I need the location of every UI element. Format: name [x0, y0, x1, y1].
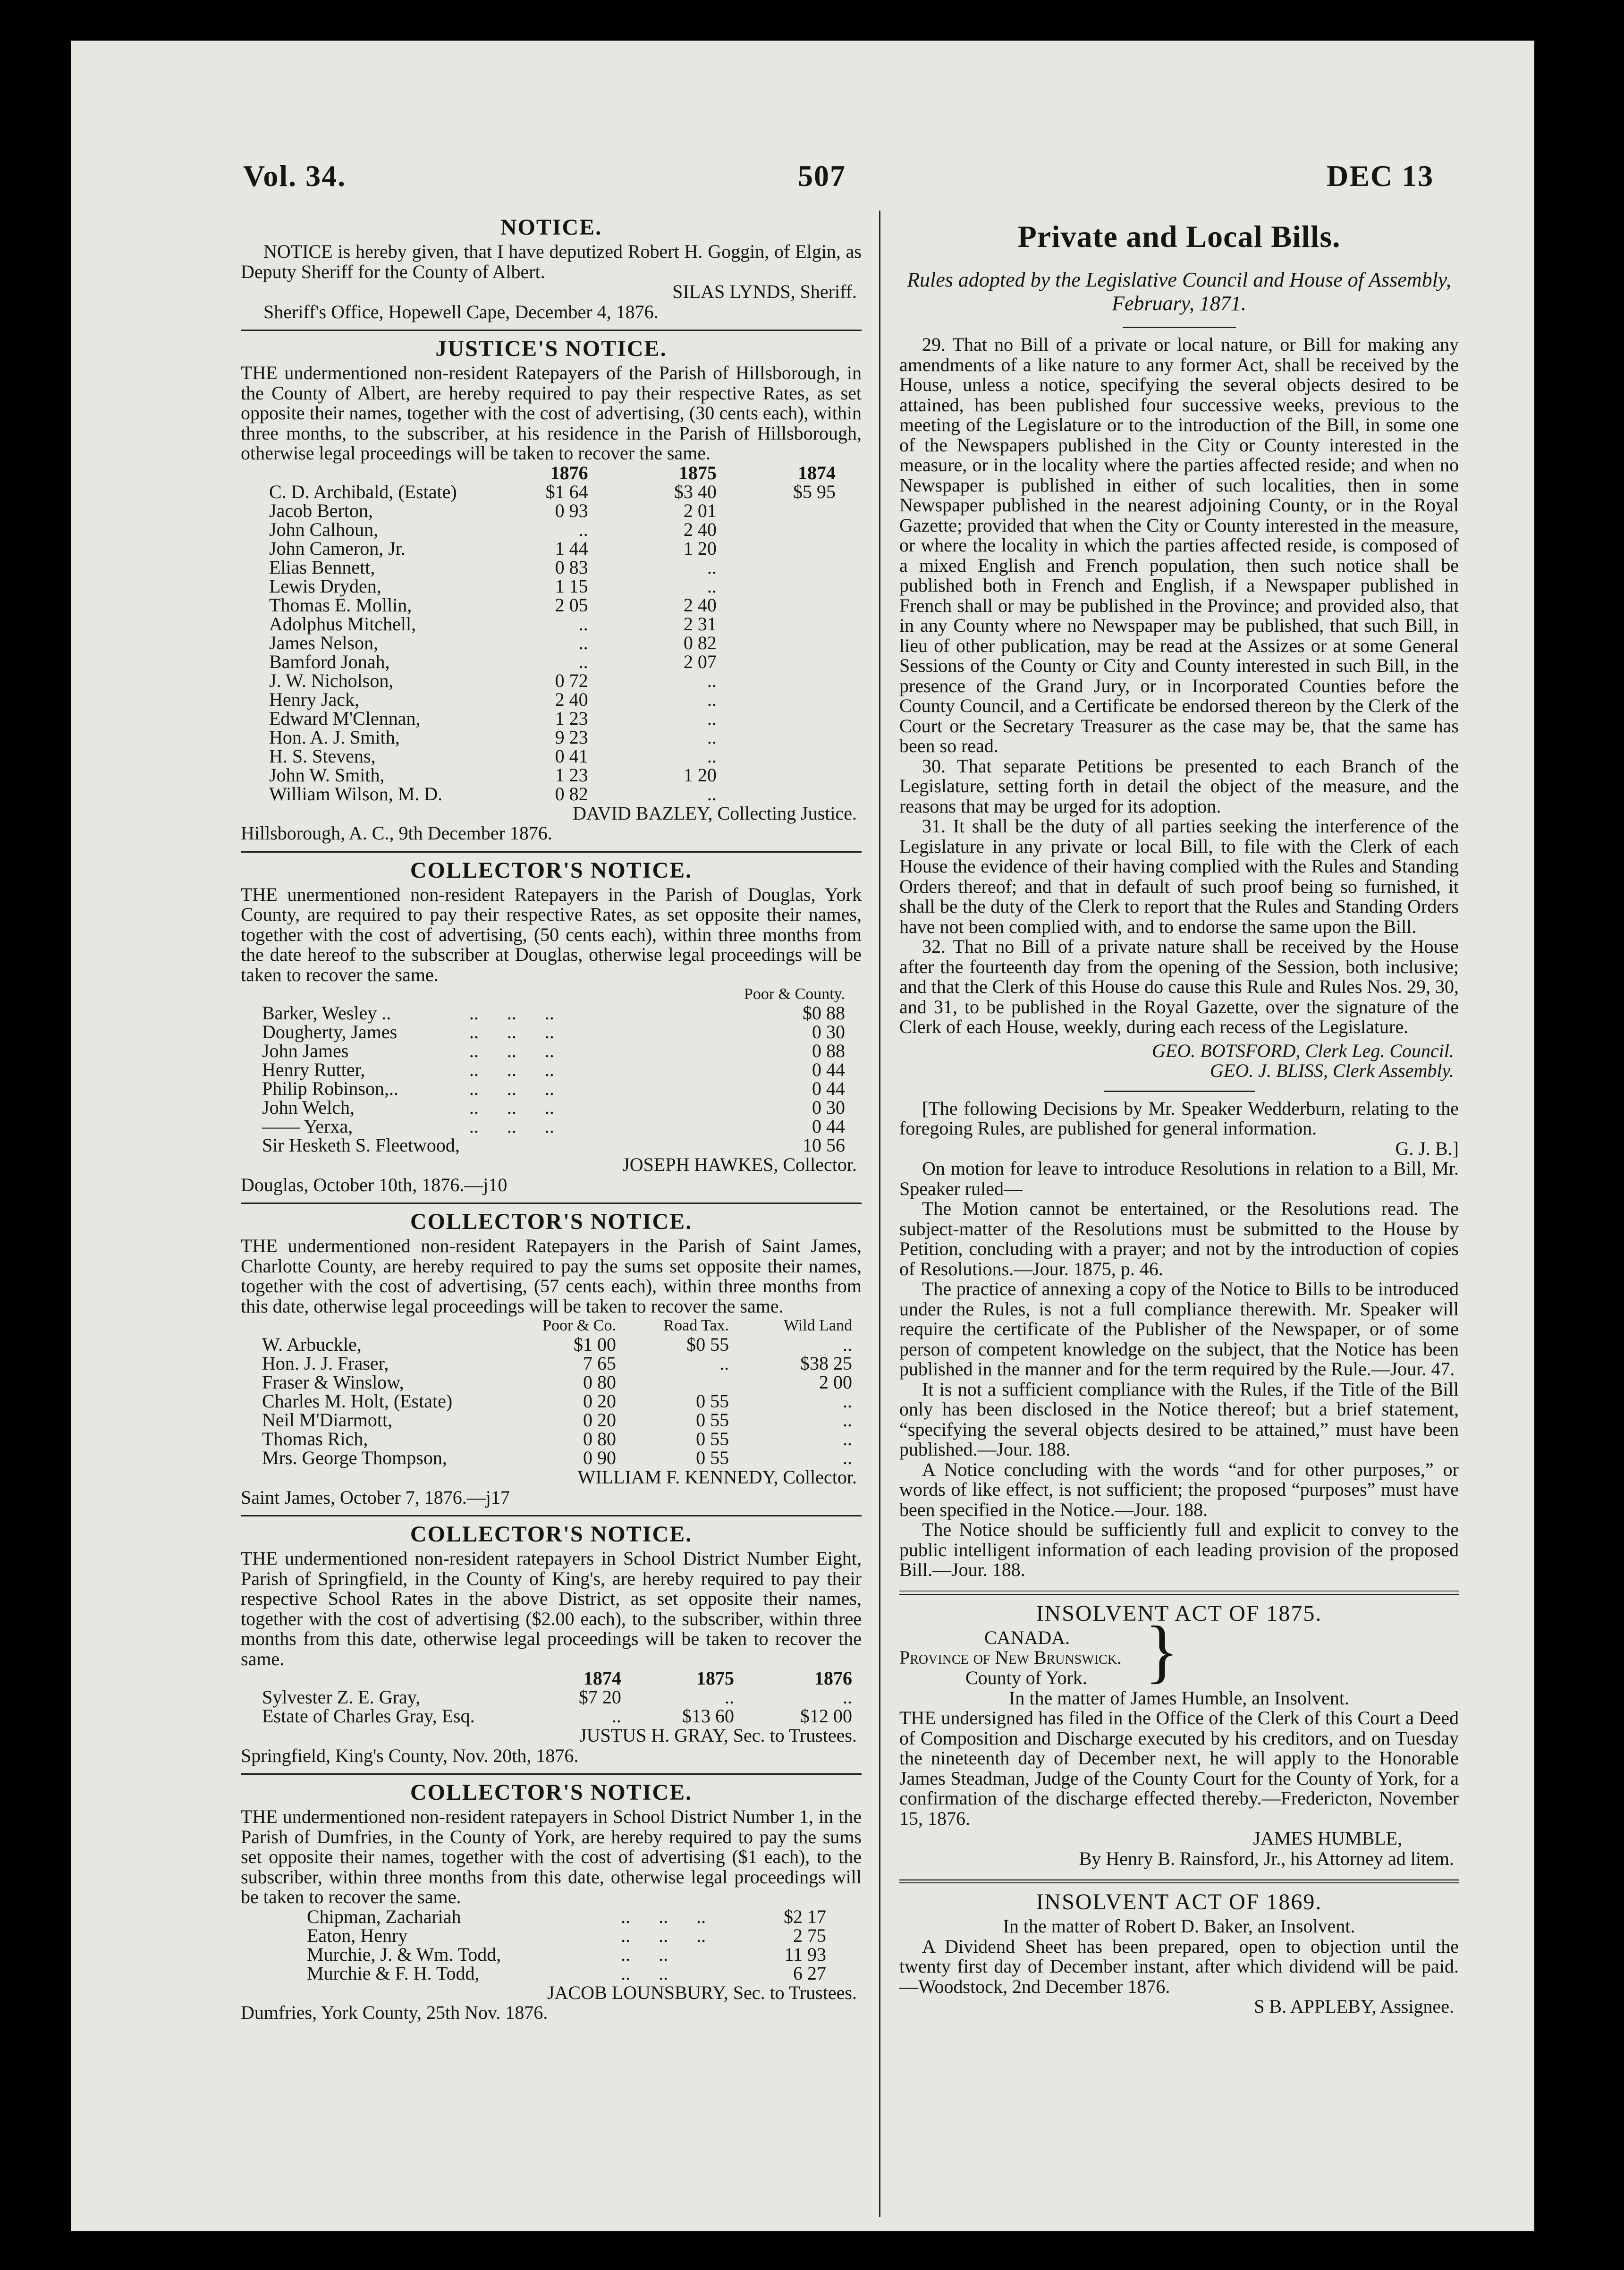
table-row	[262, 1411, 852, 1430]
table-row	[269, 747, 836, 766]
rate-value: ..	[707, 669, 717, 691]
rate-value: 1 23	[555, 764, 588, 786]
table-row	[269, 539, 836, 558]
separator	[1104, 1091, 1255, 1092]
decision-item: A Notice concluding with the words “and for other purposes,” or words of like effect, is not sufficient; the proposed “purposes” must have been specified in the Notice.—Jour. 188.	[899, 1458, 1459, 1520]
table-row	[269, 558, 836, 577]
rate-value: ..	[707, 783, 717, 805]
collector-notice-douglas	[241, 858, 862, 1195]
leader-dots: .. .. ..	[469, 1002, 554, 1024]
rate-value: ..	[843, 1447, 852, 1468]
rate-value: 0 55	[696, 1390, 729, 1412]
collector2-signer: WILLIAM F. KENNEDY, Collector.	[577, 1466, 857, 1488]
insolvent1869-title: INSOLVENT ACT OF 1869.	[1036, 1889, 1322, 1914]
ratepayer-name: James Nelson,	[269, 632, 379, 653]
table-row	[269, 615, 836, 634]
justice-notice	[241, 337, 862, 844]
rate-value: $1 64	[545, 481, 588, 502]
rate-value: ..	[707, 688, 717, 710]
ratepayer-name: Philip Robinson,..	[262, 1078, 398, 1099]
rate-value: 6 27	[793, 1962, 826, 1984]
collector4-place: Dumfries, York County, 25th Nov. 1876.	[241, 2002, 548, 2023]
table-row	[262, 1098, 845, 1117]
notice-title: NOTICE.	[500, 215, 602, 240]
rate-value: 0 44	[812, 1116, 845, 1137]
rate-value: ..	[707, 575, 717, 597]
left-column	[241, 211, 862, 2023]
rate-value	[616, 1373, 729, 1392]
gazette-page	[71, 41, 1534, 2231]
table-header-row	[262, 1669, 852, 1688]
separator	[241, 1203, 862, 1204]
table-row	[307, 1926, 826, 1945]
separator	[241, 330, 862, 331]
table-row	[262, 1335, 852, 1354]
collector-notice-dumfries	[241, 1780, 862, 2023]
leader-dots: .. ..	[621, 1943, 668, 1965]
notice-signer: SILAS LYNDS, Sheriff.	[672, 281, 857, 302]
table-row	[269, 577, 836, 596]
rate-value: $0 55	[686, 1334, 729, 1355]
ratepayer-name: Fraser & Winslow,	[262, 1372, 404, 1393]
ratepayer-name: Thomas E. Mollin,	[269, 594, 412, 616]
ratepayer-name: John Cameron, Jr.	[269, 537, 406, 559]
ratepayer-name: John Welch,	[262, 1097, 355, 1118]
rate-value: $0 88	[803, 1002, 845, 1024]
rate-value: ..	[578, 651, 588, 672]
right-column	[899, 211, 1459, 2017]
collector4-body: THE undermentioned non-resident ratepayers in School District Number 1, in the Parish of Dumfries, in the County of York, are hereby required to pay the sums set opposite their names, together with the cost of advertising ($1 each), to the subscriber, within three months from this date, otherwise legal proceedings will be taken to recover the same.	[241, 1806, 862, 1907]
rate-value: 0 55	[696, 1409, 729, 1431]
justice-body: THE undermentioned non-resident Ratepayers of the Parish of Hillsborough, in the County of Albert, are hereby required to pay their respective Rates, as set opposite their names, together with the cost of advertising, (30 cents each), within three months, to the subscriber, at his residence in the Parish of Hillsborough, otherwise legal proceedings will be taken to recover the same.	[241, 362, 862, 464]
table-row	[269, 671, 836, 690]
ratepayer-name: —— Yerxa,	[262, 1116, 353, 1137]
insolvent1875-body: THE undersigned has filed in the Office of the Clerk of this Court a Deed of Composition and Discharge executed by his creditors, and on Tuesday the nineteenth day of December next, he will apply to the Honorable James Steadman, Judge of the County Court for the County of York, for a confirmation of the discharge effected thereby.—Fredericton, November 15, 1876.	[899, 1707, 1459, 1829]
insolvent1875-title: INSOLVENT ACT OF 1875.	[1036, 1601, 1322, 1626]
collector4-title: COLLECTOR'S NOTICE.	[410, 1780, 693, 1805]
ratepayer-name: H. S. Stevens,	[269, 745, 376, 767]
ratepayer-name: Dougherty, James	[262, 1021, 398, 1042]
ratepayer-name: Barker, Wesley ..	[262, 1002, 391, 1024]
separator	[241, 1773, 862, 1775]
table-row	[262, 1042, 845, 1060]
rate-value: 7 65	[583, 1353, 616, 1374]
ratepayer-name: Chipman, Zachariah	[307, 1906, 461, 1927]
collector3-table	[262, 1669, 852, 1726]
rate-value: 0 93	[555, 500, 588, 521]
decision-item: The Motion cannot be entertained, or the Resolutions read. The subject-matter of the Resolutions must be submitted to the House by Petition, concluding with a prayer; and not by the introduction of copies of Resolutions.—Jour. 1875, p. 46.	[899, 1198, 1459, 1279]
justice-signer: DAVID BAZLEY, Collecting Justice.	[573, 802, 857, 824]
table-row	[262, 1688, 852, 1707]
notice-body: NOTICE is hereby given, that I have deputized Robert H. Goggin, of Elgin, as Deputy Sheriff for the County of Albert.	[241, 241, 862, 282]
rate-value	[717, 709, 836, 728]
column-header: Wild Land	[784, 1317, 852, 1334]
page-number: 507	[798, 159, 846, 193]
rate-value: 0 20	[583, 1390, 616, 1412]
leader-dots: .. .. ..	[621, 1924, 706, 1946]
rate-value: ..	[843, 1409, 852, 1431]
collector1-body: THE unermentioned non-resident Ratepayers in the Parish of Douglas, York County, are required to pay their respective Rates, as set opposite their names, together with the cost of advertising, (50 cents each), within three months from the date hereof to the subscriber at Douglas, otherwise legal proceedings will be taken to recover the same.	[241, 883, 862, 985]
rate-value: 0 90	[583, 1447, 616, 1468]
table-row	[269, 785, 836, 804]
table-row	[269, 596, 836, 615]
rate-value: ..	[578, 613, 588, 635]
rate-value	[717, 766, 836, 785]
ratepayer-name: Adolphus Mitchell,	[269, 613, 416, 635]
separator	[1123, 327, 1236, 328]
rule-31: 31. It shall be the duty of all parties seeking the interference of the Legislature in any private or local Bill, to file with the Clerk of each House the evidence of their having complied with the Rules and Standing Orders thereof; and that in default of such proof being so furnished, it shall be the duty of the Clerk to report that the Rules and Standing Orders have not been complied with, and to endorse the same upon the Bill.	[899, 815, 1459, 937]
column-header: Poor & Co.	[542, 1317, 616, 1334]
ratepayer-name: Thomas Rich,	[262, 1428, 368, 1449]
rate-value: 2 07	[683, 651, 717, 672]
rate-value	[717, 785, 836, 804]
rate-value: 2 40	[683, 594, 717, 616]
rate-value: ..	[578, 518, 588, 540]
sheriff-notice	[241, 215, 862, 322]
separator	[899, 1591, 1459, 1595]
table-row	[269, 690, 836, 709]
table-header-row	[269, 464, 836, 483]
notice-place: Sheriff's Office, Hopewell Cape, December 4, 1876.	[263, 301, 659, 322]
rate-value: 1 20	[683, 764, 717, 786]
rate-value: $2 17	[784, 1906, 826, 1927]
table-row	[269, 520, 836, 539]
rate-value: 0 30	[812, 1021, 845, 1042]
rate-value: 9 23	[555, 726, 588, 748]
ratepayer-name: Estate of Charles Gray, Esq.	[262, 1705, 475, 1727]
decision-item: On motion for leave to introduce Resolutions in relation to a Bill, Mr. Speaker ruled—	[899, 1158, 1459, 1199]
clerk-council-signature: GEO. BOTSFORD, Clerk Leg. Council.	[1152, 1040, 1454, 1061]
rate-value: ..	[843, 1334, 852, 1355]
table-row	[262, 1117, 845, 1136]
ratepayer-name: Elias Bennett,	[269, 556, 375, 578]
separator	[899, 1879, 1459, 1883]
rate-value: 2 31	[683, 613, 717, 635]
ratepayer-name: Murchie & F. H. Todd,	[307, 1962, 480, 1984]
issue-date: DEC 13	[1327, 159, 1434, 193]
separator	[241, 851, 862, 853]
table-row	[262, 1373, 852, 1392]
decision-item: The practice of annexing a copy of the Notice to Bills to be introduced under the Rules, is not a full compliance therewith. Mr. Speaker will require the certificate of the Publisher of the Newspaper, or of some person of competent knowledge on the subject, that the Notice has been published in the manner and for the term required by the Rule.—Jour. 47.	[899, 1278, 1459, 1380]
ratepayer-name: Bamford Jonah,	[269, 651, 390, 672]
decision-item: It is not a sufficient compliance with the Rules, if the Title of the Bill only has been disclosed in the Notice thereof; but a brief statement, “specifying the several objects desired to be attained,” must have been published.—Jour. 188.	[899, 1378, 1459, 1460]
rate-value	[717, 615, 836, 634]
table-row	[262, 1354, 852, 1373]
bills-title: Private and Local Bills.	[1017, 220, 1341, 254]
rate-value: 0 72	[555, 669, 588, 691]
rate-value: 2 00	[819, 1372, 852, 1393]
rate-value: 0 88	[812, 1040, 845, 1061]
insolvent1875-attorney: By Henry B. Rainsford, Jr., his Attorney ad litem.	[1079, 1847, 1454, 1869]
rate-value: 1 44	[555, 537, 588, 559]
rate-value: 1 15	[555, 575, 588, 597]
table-row	[262, 1136, 845, 1155]
insolvent-act-1869	[899, 1890, 1459, 2017]
table-row	[269, 652, 836, 671]
column-header: Poor & County.	[744, 985, 845, 1003]
rate-value: $7 20	[578, 1686, 621, 1708]
insolvent1875-signer: JAMES HUMBLE,	[1253, 1828, 1402, 1849]
leader-dots: .. .. ..	[469, 1097, 554, 1118]
rate-value	[717, 596, 836, 615]
collector3-signer: JUSTUS H. GRAY, Sec. to Trustees.	[579, 1725, 857, 1746]
table-row	[307, 1907, 826, 1926]
ratepayer-name: Hon. J. J. Fraser,	[262, 1353, 389, 1374]
table-row	[262, 1392, 852, 1411]
ratepayer-name: Hon. A. J. Smith,	[269, 726, 400, 748]
leader-dots: .. .. ..	[469, 1078, 554, 1099]
table-row	[262, 1430, 852, 1448]
decisions-initials: G. J. B.]	[1395, 1137, 1459, 1159]
table-row	[262, 1023, 845, 1042]
bills-subtitle: Rules adopted by the Legislative Council and House of Assembly, February, 1871.	[907, 268, 1451, 315]
jurisdiction-county: County of York.	[965, 1667, 1087, 1688]
ratepayer-name: Edward M'Clennan,	[269, 707, 421, 729]
leader-dots: .. .. ..	[469, 1040, 554, 1061]
column-header: 1875	[696, 1668, 734, 1689]
rate-value	[717, 501, 836, 520]
leader-dots: .. .. ..	[469, 1116, 554, 1137]
table-row	[262, 1448, 852, 1467]
rate-value: ..	[707, 726, 717, 748]
decisions-intro: [The following Decisions by Mr. Speaker Wedderburn, relating to the foregoing Rules, are published for general information.	[899, 1097, 1459, 1139]
rate-value	[717, 577, 836, 596]
table-row	[269, 501, 836, 520]
rate-value: 0 82	[683, 632, 717, 653]
collector2-table	[262, 1316, 852, 1467]
ratepayer-name: John James	[262, 1040, 349, 1061]
ratepayer-name: Sir Hesketh S. Fleetwood,	[262, 1135, 460, 1156]
column-header: 1874	[583, 1668, 621, 1689]
separator	[241, 1515, 862, 1516]
ratepayer-name: J. W. Nicholson,	[269, 669, 394, 691]
rate-value	[717, 747, 836, 766]
ratepayer-name: John Calhoun,	[269, 518, 379, 540]
rate-value: 0 44	[812, 1078, 845, 1099]
column-header: 1875	[678, 462, 717, 483]
ratepayer-name: C. D. Archibald, (Estate)	[269, 481, 457, 502]
jurisdiction-province: Province of New Brunswick.	[899, 1647, 1122, 1668]
rate-value	[717, 558, 836, 577]
rate-value: 11 93	[784, 1943, 826, 1965]
rate-value: $13 60	[682, 1705, 734, 1727]
rate-value: 0 80	[583, 1428, 616, 1449]
rate-value	[717, 652, 836, 671]
rate-value: 2 40	[683, 518, 717, 540]
volume-number: Vol. 34.	[243, 159, 347, 193]
column-header: 1876	[814, 1668, 852, 1689]
rate-value: 0 30	[812, 1097, 845, 1118]
justice-title: JUSTICE'S NOTICE.	[435, 336, 667, 361]
ratepayer-name: William Wilson, M. D.	[269, 783, 443, 805]
rate-value	[717, 634, 836, 652]
table-row	[269, 728, 836, 747]
table-row	[262, 1707, 852, 1726]
rate-value	[717, 539, 836, 558]
leader-dots	[460, 1136, 658, 1155]
ratepayer-name: Mrs. George Thompson,	[262, 1447, 447, 1468]
table-header-row	[262, 1316, 852, 1335]
insolvent1869-body: A Dividend Sheet has been prepared, open to objection until the twenty first day of December instant, after which dividend will be paid.—Woodstock, 2nd December 1876.	[899, 1935, 1459, 1997]
table-row	[269, 766, 836, 785]
ratepayer-name: Murchie, J. & Wm. Todd,	[307, 1943, 501, 1965]
justice-place: Hillsborough, A. C., 9th December 1876.	[241, 822, 552, 844]
insolvent1869-matter: In the matter of Robert D. Baker, an Insolvent.	[1003, 1915, 1355, 1937]
table-row	[307, 1945, 826, 1964]
ratepayer-name: Henry Rutter,	[262, 1059, 365, 1080]
ratepayer-name: Charles M. Holt, (Estate)	[262, 1390, 453, 1412]
table-row	[262, 1079, 845, 1098]
rate-value: 1 20	[683, 537, 717, 559]
rate-value: $1 00	[573, 1334, 616, 1355]
rate-value: 0 41	[555, 745, 588, 767]
rate-value: ..	[843, 1686, 852, 1708]
rate-value	[717, 690, 836, 709]
rule-29: 29. That no Bill of a private or local nature, or Bill for making any amendments of a like nature to any former Act, shall be received by the House, unless a notice, specifying the several objects desired to be attained, has been published four successive weeks, previous to the meeting of the Legislature or to the introduction of the Bill, in some one of the Newspapers published in the City or County interested in the measure, or in the locality where the parties affected reside; and when no Newspaper is published in either of such localities, then in some Newspaper published in the nearest adjoining County, or in the Royal Gazette; provided that when the City or County interested in the measure, or where the locality in which the parties affected reside, is composed of a mixed English and French population, then such notice shall be published both in French and English, if a Newspaper published in French shall or may be published in the Province; and provided also, that in any County where no Newspaper may be published, that such Bill, in lieu of other publication, may be read at the Assizes or at some General Sessions of the County or City and County interested in such Bill, in the presence of the Grand Jury, or in Incorporated Counties before the County Council, and a Certificate be endorsed thereon by the Clerk of the Court or the Secretary Treasurer as the case may be, that the same has been so read.	[899, 334, 1459, 756]
table-row	[269, 634, 836, 652]
collector-notice-saint-james	[241, 1210, 862, 1508]
column-header: Road Tax.	[663, 1317, 729, 1334]
rate-value: 1 23	[555, 707, 588, 729]
collector4-table	[307, 1907, 826, 1983]
collector2-title: COLLECTOR'S NOTICE.	[410, 1209, 693, 1234]
rate-value: ..	[724, 1686, 734, 1708]
brace-mark: }	[1145, 1611, 1179, 1690]
collector1-signer: JOSEPH HAWKES, Collector.	[622, 1154, 857, 1175]
rate-value: $38 25	[800, 1353, 852, 1374]
rate-value: ..	[719, 1353, 729, 1374]
jurisdiction-country: CANADA.	[984, 1626, 1070, 1648]
rule-30: 30. That separate Petitions be presented to each Branch of the Legislature, setting forth in detail the object of the measure, and the reasons that may be urged for its adoption.	[899, 755, 1459, 817]
ratepayer-name: Henry Jack,	[269, 688, 360, 710]
rate-value: 0 44	[812, 1059, 845, 1080]
table-row	[269, 709, 836, 728]
insolvent1869-signer: S B. APPLEBY, Assignee.	[1254, 1996, 1454, 2017]
leader-dots: .. ..	[621, 1962, 668, 1984]
ratepayer-name: Sylvester Z. E. Gray,	[262, 1686, 421, 1708]
rate-value: ..	[843, 1428, 852, 1449]
rate-value: 0 83	[555, 556, 588, 578]
table-row	[262, 1060, 845, 1079]
ratepayer-name: John W. Smith,	[269, 764, 385, 786]
rate-value: 2 75	[793, 1924, 826, 1946]
table-header-row	[262, 985, 845, 1004]
rate-value: ..	[843, 1390, 852, 1412]
rule-32: 32. That no Bill of a private nature shall be received by the House after the fourteenth day from the opening of the Session, both inclusive; and that the Clerk of this House do cause this Rule and Rules Nos. 29, 30, and 31, to be published in the Royal Gazette, over the signature of the Clerk of each House, weekly, during each recess of the Legislature.	[899, 936, 1459, 1037]
collector1-table	[262, 985, 845, 1155]
collector2-place: Saint James, October 7, 1876.—j17	[241, 1486, 510, 1508]
justice-table	[269, 464, 836, 804]
rate-value: 10 56	[803, 1135, 845, 1156]
collector3-body: THE undermentioned non-resident ratepayers in School District Number Eight, Parish of Springfield, in the County of King's, are hereby required to pay their respective School Rates in the above District, as set opposite their names, together with the cost of advertising ($2.00 each), to the subscriber, within three months from this date, otherwise legal proceedings will be taken to recover the same.	[241, 1548, 862, 1669]
rate-value: 2 05	[555, 594, 588, 616]
rate-value: 0 55	[696, 1428, 729, 1449]
insolvent-act-1875	[899, 1601, 1459, 1869]
leader-dots: .. .. ..	[469, 1021, 554, 1042]
rate-value	[717, 728, 836, 747]
rate-value: 2 01	[683, 500, 717, 521]
leader-dots: .. .. ..	[621, 1906, 706, 1927]
collector-notice-springfield	[241, 1522, 862, 1766]
collector3-place: Springfield, King's County, Nov. 20th, 1876.	[241, 1745, 579, 1766]
column-divider	[879, 211, 880, 2217]
rate-value: ..	[611, 1705, 621, 1727]
ratepayer-name: Neil M'Diarmott,	[262, 1409, 393, 1431]
column-header: 1876	[550, 462, 588, 483]
table-row	[307, 1964, 826, 1983]
ratepayer-name: Jacob Berton,	[269, 500, 373, 521]
column-header: 1874	[798, 462, 836, 483]
collector3-title: COLLECTOR'S NOTICE.	[410, 1522, 693, 1547]
table-row	[269, 483, 836, 501]
ratepayer-name: W. Arbuckle,	[262, 1334, 362, 1355]
rate-value: ..	[707, 707, 717, 729]
collector2-body: THE undermentioned non-resident Ratepayers in the Parish of Saint James, Charlotte County, are hereby required to pay the sums set opposite their names, together with the cost of advertising, (57 cents each), within three months from this date, otherwise legal proceedings will be taken to recover the same.	[241, 1235, 862, 1317]
rate-value: ..	[707, 556, 717, 578]
leader-dots: .. .. ..	[469, 1059, 554, 1080]
decision-item: The Notice should be sufficiently full and explicit to convey to the public intelligent information of each leading provision of the proposed Bill.—Jour. 188.	[899, 1519, 1459, 1580]
rate-value: ..	[578, 632, 588, 653]
clerk-assembly-signature: GEO. J. BLISS, Clerk Assembly.	[1210, 1060, 1454, 1081]
rate-value: $5 95	[793, 481, 836, 502]
rate-value	[717, 671, 836, 690]
rate-value: 0 55	[696, 1447, 729, 1468]
insolvent1875-matter: In the matter of James Humble, an Insolvent.	[1009, 1687, 1349, 1709]
rate-value: 0 20	[583, 1409, 616, 1431]
rate-value: $3 40	[674, 481, 717, 502]
rate-value: $12 00	[800, 1705, 852, 1727]
ratepayer-name: Lewis Dryden,	[269, 575, 381, 597]
rate-value: 0 80	[583, 1372, 616, 1393]
ratepayer-name: Eaton, Henry	[307, 1924, 408, 1946]
collector4-signer: JACOB LOUNSBURY, Sec. to Trustees.	[547, 1982, 857, 2003]
collector1-title: COLLECTOR'S NOTICE.	[410, 857, 693, 883]
rate-value: 2 40	[555, 688, 588, 710]
rate-value	[717, 520, 836, 539]
table-row	[262, 1004, 845, 1023]
rate-value: 0 82	[555, 783, 588, 805]
rate-value: ..	[707, 745, 717, 767]
collector1-place: Douglas, October 10th, 1876.—j10	[241, 1174, 507, 1195]
